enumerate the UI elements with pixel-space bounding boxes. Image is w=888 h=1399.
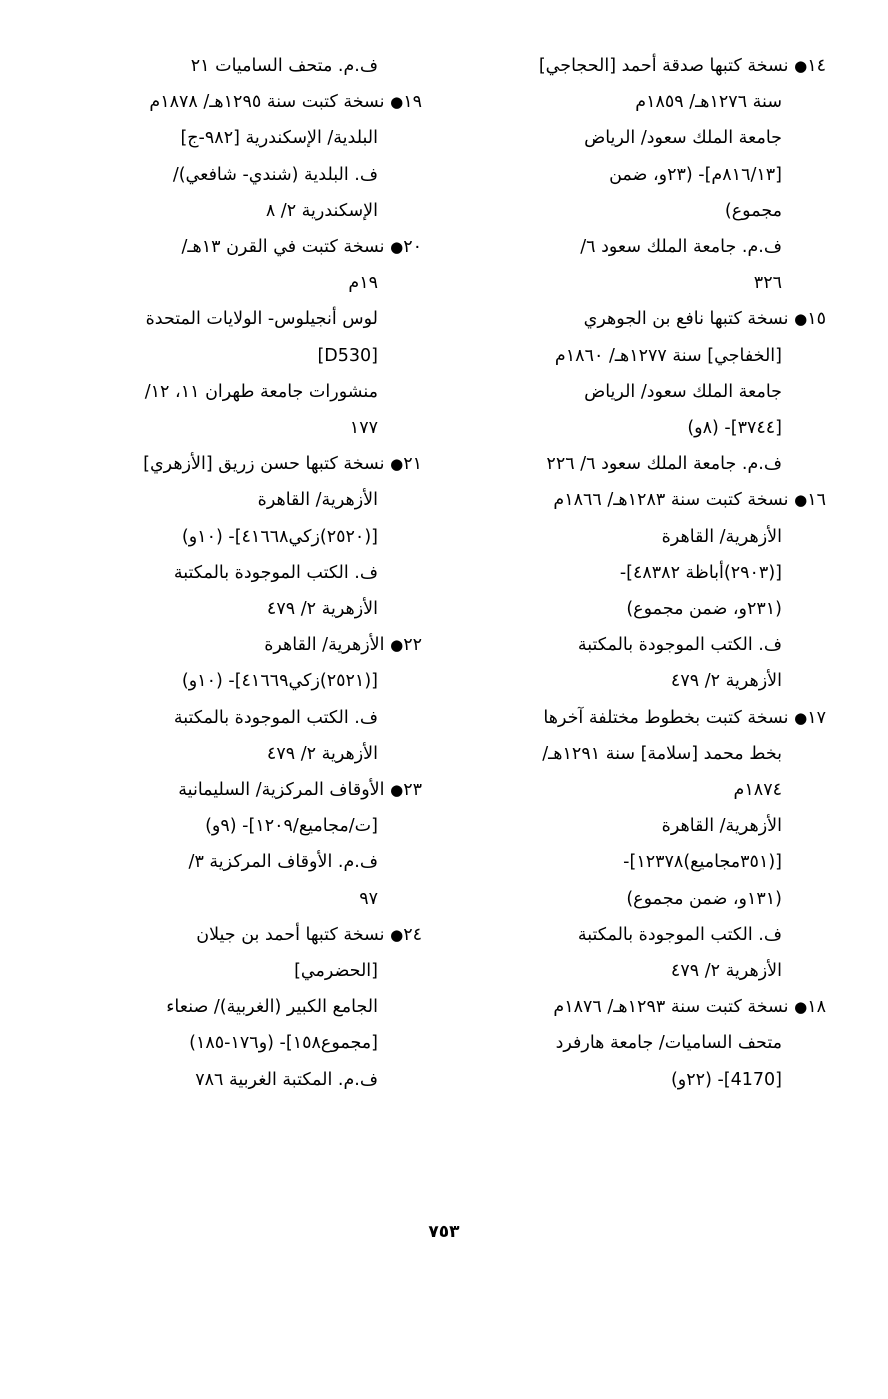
entry-number: ١٥ [807,309,826,330]
entry-number: ٢٣ [403,780,422,801]
entry-line: ف. الكتب الموجودة بالمكتبة [173,562,378,583]
entry-first-line [474,301,826,337]
entry-first-line [474,482,826,518]
entry-line: [مجموع١٥٨]- (و١٧٦-١٨٥) [189,1033,378,1054]
entry-first-line [474,989,826,1025]
entry-line: متحف الساميات/ جامعة هارفرد [555,1033,782,1054]
entry-line: نسخة كتبت بخطوط مختلفة آخرها [543,707,789,728]
entry-line: (٢٣١و، ضمن مجموع) [626,599,782,620]
entry-line: ف.م. متحف الساميات ٢١ [190,56,378,76]
entry-line: نسخة كتبت في القرن ١٣هـ/ [181,237,385,258]
manuscript-entry [474,989,826,1098]
entry-line: [(٢٩٠٣)أباظة ٤٨٣٨٢]- [619,562,782,583]
continuation-line [70,48,422,84]
entry-line: بخط محمد [سلامة] سنة ١٢٩١هـ/ [542,743,782,764]
entry-line: نسخة كتبت سنة ١٢٩٥هـ/ ١٨٧٨م [149,92,385,113]
entry-line: الأزهرية ٢/ ٤٧٩ [670,671,782,692]
bullet-icon: ● [390,238,404,257]
entry-line: [D530] [317,345,378,366]
entry-line: سنة ١٢٧٦هـ/ ١٨٥٩م [635,92,782,113]
bullet-icon: ● [794,57,808,75]
entry-line: ٩٧ [359,888,378,909]
entry-line: نسخة كتبها حسن زريق [الأزهري] [143,454,385,475]
entry-line: [٨١٦/١٣م]- (٢٣و، ضمن [609,164,782,185]
entry-line: ١٧٧ [349,418,378,439]
entry-first-line [70,229,422,265]
entry-line: ف. الكتب الموجودة بالمكتبة [577,635,782,656]
manuscript-entry [474,301,826,482]
entry-line: [(٣٥١مجاميع)١٢٣٧٨]- [623,852,782,873]
entry-line: ف.م. جامعة الملك سعود ٦/ [580,237,782,258]
entry-first-line [474,48,826,84]
entry-line: الأزهرية/ القاهرة [661,816,782,837]
entry-line: ف. الكتب الموجودة بالمكتبة [173,707,378,728]
entry-first-line [474,700,826,736]
entry-first-line [70,446,422,482]
entry-line: ف. البلدية (شندي- شافعي)/ [172,164,378,185]
manuscript-entry [70,917,422,1098]
entry-line: ف. الكتب الموجودة بالمكتبة [577,924,782,945]
bullet-icon: ● [794,491,808,510]
entry-line: ف.م. جامعة الملك سعود ٦/ ٢٢٦ [546,454,782,475]
entry-line: منشورات جامعة طهران ١١، ١٢/ [144,381,378,402]
bullet-icon: ● [794,708,808,727]
bullet-icon: ● [390,781,404,800]
entry-line: جامعة الملك سعود/ الرياض [584,128,782,149]
bullet-icon: ● [390,925,404,944]
entry-line: لوس أنجيلوس- الولايات المتحدة [145,309,378,330]
entry-line: (١٣١و، ضمن مجموع) [626,888,782,909]
entry-number: ٢٢ [403,635,422,656]
bullet-icon: ● [390,455,404,474]
manuscript-entry [474,482,826,699]
entry-line: نسخة كتبها نافع بن الجوهري [583,309,789,330]
entry-number: ٢٠ [403,237,422,258]
bullet-icon: ● [390,636,404,655]
entry-number: ١٦ [807,490,826,511]
bullet-icon: ● [390,93,404,112]
bullet-icon: ● [794,998,808,1017]
page-number: ٧٥٣ [428,1222,460,1242]
manuscript-entry [474,700,826,990]
entry-line: ف.م. المكتبة الغربية ٧٨٦ [195,1069,378,1090]
entry-line: [(٢٥٢٠)زكي٤١٦٦٨]- (١٠و) [181,526,378,547]
entry-line: الإسكندرية ٢/ ٨ [265,200,378,221]
left-column [70,48,422,1098]
entry-number: ١٤ [807,56,826,76]
entry-line: الأزهرية ٢/ ٤٧٩ [266,743,378,764]
entry-line: نسخة كتبها أحمد بن جيلان [196,924,385,945]
manuscript-entry [70,84,422,229]
entry-line: جامعة الملك سعود/ الرياض [584,381,782,402]
right-column [474,48,826,1098]
entry-line: البلدية/ الإسكندرية [٩٨٢-ج] [180,128,378,149]
entry-line: [٣٧٤٤]- (٨و) [687,418,782,439]
entry-line: [ت/مجاميع/١٢٠٩]- (٩و) [205,816,378,837]
entry-line: ٣٢٦ [753,273,782,294]
entry-line: نسخة كتبت سنة ١٢٩٣هـ/ ١٨٧٦م [553,997,789,1018]
bullet-icon: ● [794,310,808,329]
entry-line: ف.م. الأوقاف المركزية ٣/ [188,852,378,873]
entry-line: الأزهرية ٢/ ٤٧٩ [670,961,782,982]
entry-line: الأزهرية ٢/ ٤٧٩ [266,599,378,620]
entry-first-line [70,627,422,663]
entry-line: [(٢٥٢١)زكي٤١٦٦٩]- (١٠و) [181,671,378,692]
manuscript-entry [70,229,422,446]
entry-number: ١٩ [403,92,422,113]
entry-line: [الخفاجي] سنة ١٢٧٧هـ/ ١٨٦٠م [554,345,782,366]
entry-line: الأزهرية/ القاهرة [661,526,782,547]
entry-line: الأزهرية/ القاهرة [257,490,378,511]
manuscript-entry [70,446,422,627]
entry-number: ١٨ [807,997,826,1018]
manuscript-entry [70,627,422,772]
manuscript-entry [70,772,422,917]
entry-line: ١٨٧٤م [733,780,782,801]
entry-first-line [70,772,422,808]
entry-line: [الحضرمي] [294,961,378,982]
entry-first-line [70,84,422,120]
entry-line: الأزهرية/ القاهرة [264,635,385,656]
entry-number: ٢١ [403,454,422,475]
manuscript-entry [474,48,826,301]
entry-line: مجموع) [724,200,782,221]
entry-line: ١٩م [348,273,378,294]
entry-line: نسخة كتبت سنة ١٢٨٣هـ/ ١٨٦٦م [553,490,789,511]
entry-line: الجامع الكبير (الغربية)/ صنعاء [166,997,378,1018]
entry-number: ١٧ [807,707,826,728]
entry-first-line [70,917,422,953]
entry-line: الأوقاف المركزية/ السليمانية [178,780,385,801]
entry-line: نسخة كتبها صدقة أحمد [الحجاجي] [538,56,789,76]
entry-number: ٢٤ [403,924,422,945]
entry-line: [4170]- (٢٢و) [670,1069,782,1090]
